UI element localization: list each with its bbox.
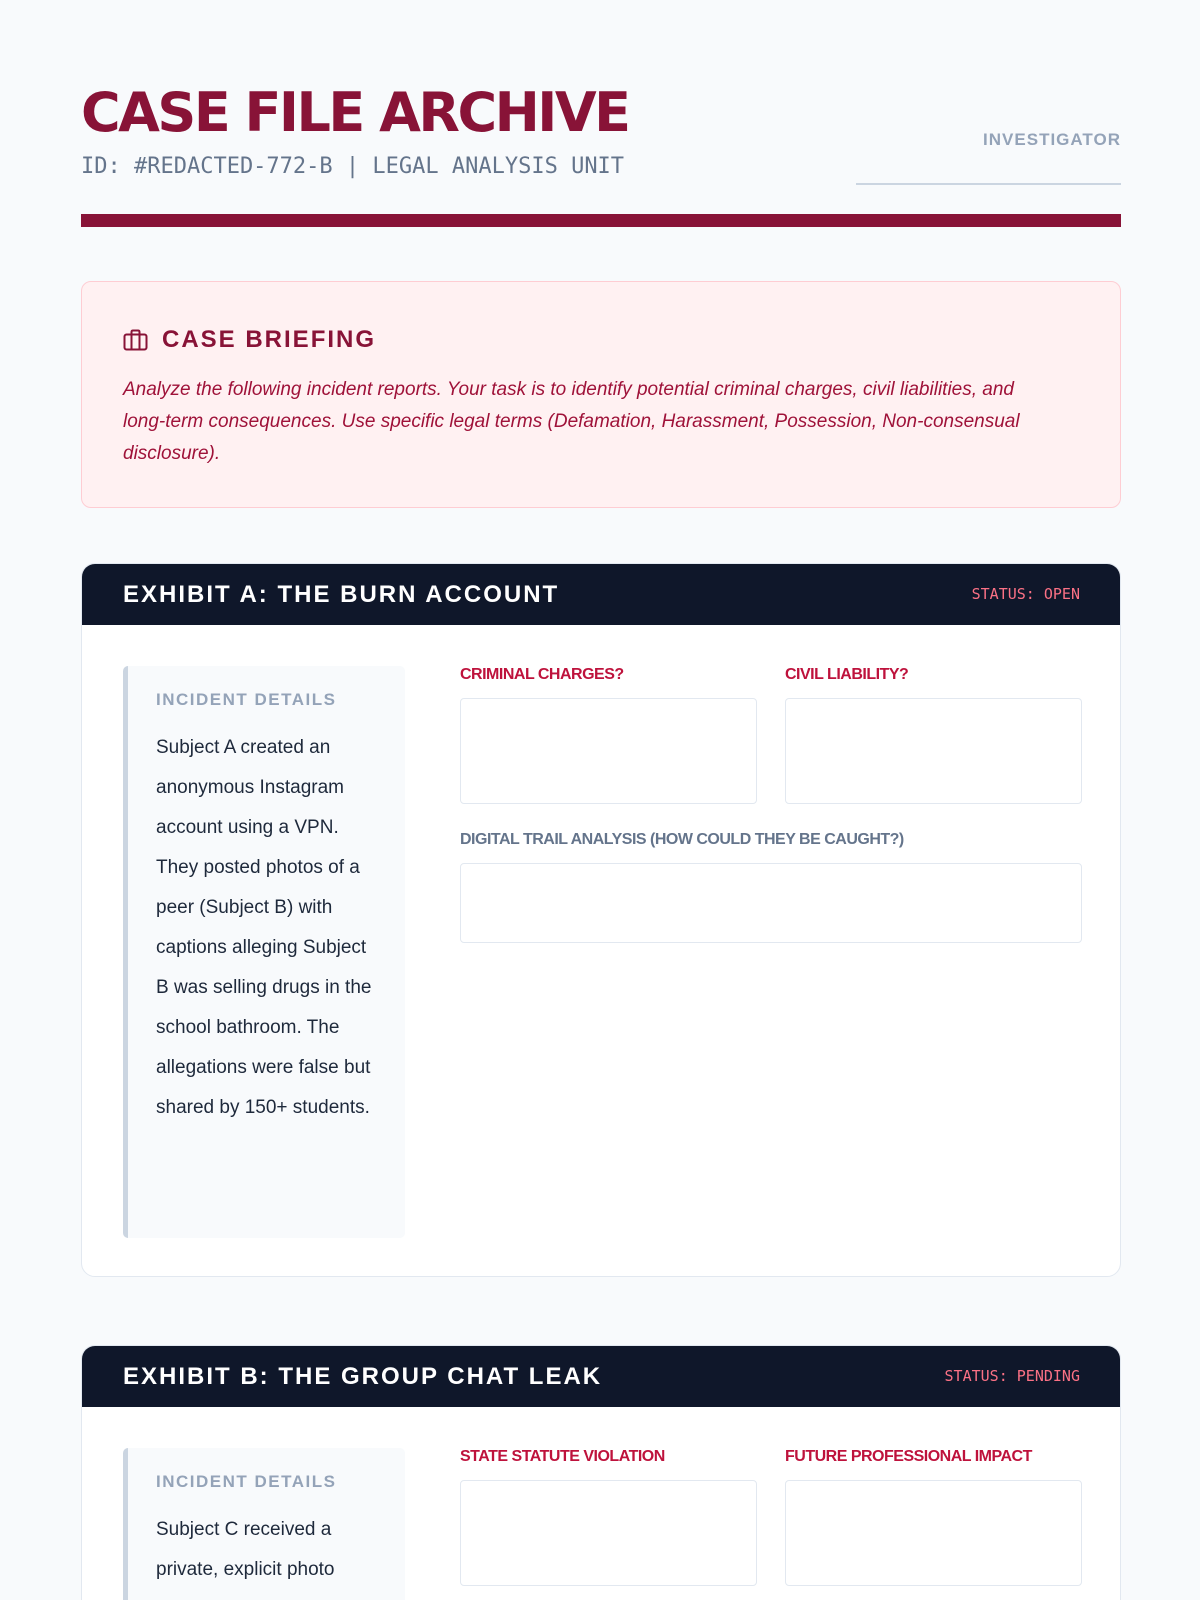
incident-details: [123, 666, 405, 1238]
criminal-charges-label: CRIMINAL CHARGES?: [460, 666, 624, 683]
briefing-title: CASE BRIEFING: [162, 326, 377, 353]
page-header: [81, 82, 1121, 228]
criminal-charges-input[interactable]: [460, 698, 757, 804]
exhibit-title: EXHIBIT B: THE GROUP CHAT LEAK: [123, 1363, 603, 1390]
case-id: ID: #REDACTED-772-B | LEGAL ANALYSIS UNIT: [81, 154, 625, 179]
digital-trail-label: DIGITAL TRAIL ANALYSIS (HOW COULD THEY BE CAUGHT?): [460, 831, 904, 848]
page-title: CASE FILE ARCHIVE: [81, 81, 629, 144]
incident-label: INCIDENT DETAILS: [156, 1472, 337, 1491]
investigator-field[interactable]: [856, 183, 1121, 185]
incident-text: Subject A created an anonymous Instagram account using a VPN. They posted photos of a peer (Subject B) with captions alleging Subject B was selling drugs in the school bathroom. The allegations were false but shared by 150+ students.: [156, 737, 372, 1118]
digital-trail-input[interactable]: [460, 863, 1082, 943]
briefcase-icon: [123, 329, 148, 351]
briefing-text: Analyze the following incident reports. Your task is to identify potential criminal charges, civil liabilities, and long-term consequences. Use specific legal terms (Defamation, Harassment, Possession, Non-consensual disclosure).: [123, 379, 1020, 464]
incident-text: Subject C received a private, explicit photo: [156, 1519, 335, 1580]
case-briefing: [81, 281, 1121, 508]
status-badge: STATUS: PENDING: [944, 1367, 1080, 1385]
professional-impact-label: FUTURE PROFESSIONAL IMPACT: [785, 1448, 1032, 1465]
header-divider: [81, 214, 1121, 227]
professional-impact-input[interactable]: [785, 1480, 1082, 1586]
state-statute-input[interactable]: [460, 1480, 757, 1586]
exhibit-b: [81, 1345, 1121, 1600]
civil-liability-input[interactable]: [785, 698, 1082, 804]
state-statute-label: STATE STATUTE VIOLATION: [460, 1448, 665, 1465]
investigator-label: INVESTIGATOR: [983, 130, 1121, 149]
incident-details: [123, 1448, 405, 1600]
exhibit-title: EXHIBIT A: THE BURN ACCOUNT: [123, 581, 560, 608]
exhibit-header: [82, 564, 1120, 625]
incident-label: INCIDENT DETAILS: [156, 690, 337, 709]
civil-liability-label: CIVIL LIABILITY?: [785, 666, 909, 683]
status-badge: STATUS: OPEN: [971, 585, 1080, 603]
exhibit-header: [82, 1346, 1120, 1407]
exhibit-a: [81, 563, 1121, 1277]
briefing-header: [123, 326, 376, 354]
